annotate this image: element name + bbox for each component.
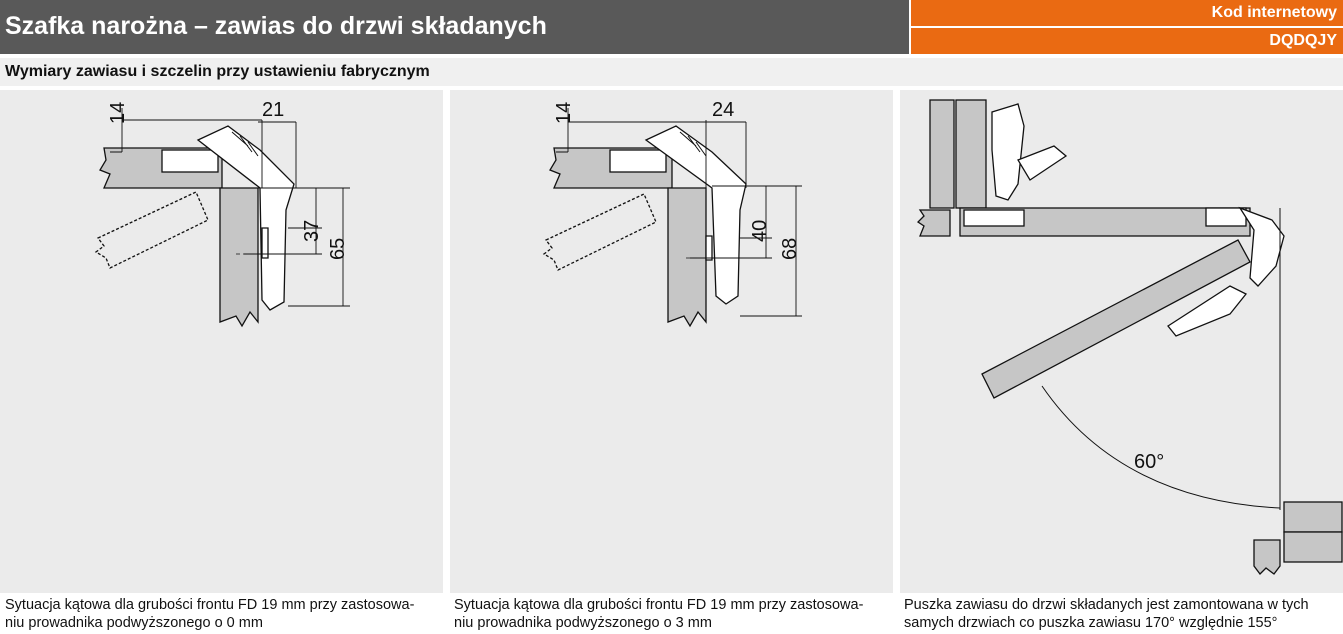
- internet-code-label: Kod internetowy: [911, 0, 1343, 26]
- angle-label: 60°: [1134, 451, 1165, 473]
- caption-2: [454, 596, 897, 632]
- caption-2-line-1: Sytuacja kątowa dla grubości frontu FD 19 mm przy zastosowa-: [454, 597, 864, 613]
- dim-gap-1: 21: [262, 99, 285, 121]
- section-header: [0, 56, 1343, 86]
- page-title: Szafka narożna – zawias do drzwi składanych: [5, 12, 547, 40]
- mounting-plate: [162, 150, 218, 172]
- dim-outer-1: 65: [327, 237, 349, 260]
- page-header: [0, 0, 1343, 56]
- dim-gap-2: 24: [712, 99, 735, 121]
- caption-3-line-1: Puszka zawiasu do drzwi składanych jest zamontowana w tych: [904, 597, 1309, 613]
- caption-3-line-2: samych drzwiach co puszka zawiasu 170° względnie 155°: [904, 615, 1278, 631]
- hinge-diagram-2: [450, 90, 893, 593]
- folding-door-diagram: [900, 90, 1343, 593]
- diagram-panel-3: [900, 90, 1343, 593]
- caption-3: [904, 596, 1343, 632]
- folded-door-outline: [96, 192, 208, 268]
- caption-1-line-1: Sytuacja kątowa dla grubości frontu FD 19 mm przy zastosowa-: [5, 597, 415, 613]
- cabinet-side-panel: [220, 188, 258, 326]
- dim-top-1: 14: [107, 101, 129, 124]
- section-title: Wymiary zawiasu i szczelin przy ustawieniu fabrycznym: [5, 63, 430, 80]
- dim-inner-2: 40: [749, 219, 771, 242]
- title-bar: [0, 0, 909, 54]
- dim-top-2: 14: [553, 101, 575, 124]
- caption-1: [5, 596, 448, 632]
- dim-outer-2: 68: [779, 237, 801, 260]
- internet-code-value: DQDQJY: [911, 28, 1343, 54]
- caption-2-line-2: niu prowadnika podwyższonego o 3 mm: [454, 615, 712, 631]
- caption-1-line-2: niu prowadnika podwyższonego o 0 mm: [5, 615, 263, 631]
- diagram-panel-1: [0, 90, 443, 593]
- dim-inner-1: 37: [301, 219, 323, 242]
- hinge-diagram-1: [0, 90, 443, 593]
- diagram-panel-2: [450, 90, 893, 593]
